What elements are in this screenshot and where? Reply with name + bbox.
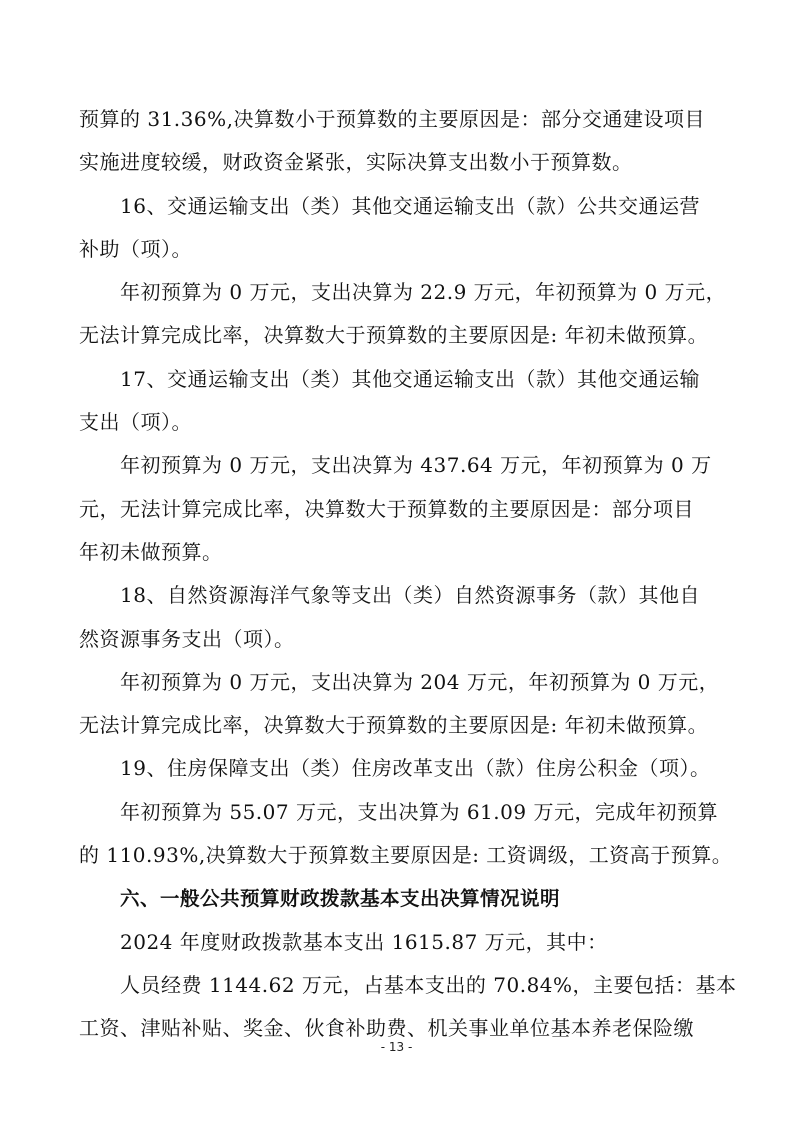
- text-line: 元，无法计算完成比率，决算数大于预算数的主要原因是：部分项目: [79, 496, 694, 521]
- text-line: 2024 年度财政拨款基本支出 1615.87 万元，其中：: [120, 929, 608, 954]
- text-line: 17、交通运输支出（类）其他交通运输支出（款）其他交通运输: [120, 366, 700, 391]
- text-line: 工资、津贴补贴、奖金、伙食补助费、机关事业单位基本养老保险缴: [79, 1016, 694, 1041]
- text-line: 人员经费 1144.62 万元，占基本支出的 70.84%，主要包括：基本: [120, 972, 737, 997]
- text-line: 年初未做预算。: [79, 539, 223, 564]
- text-line: 实施进度较缓，财政资金紧张，实际决算支出数小于预算数。: [79, 150, 633, 175]
- text-line: 年初预算为 0 万元，支出决算为 437.64 万元，年初预算为 0 万: [120, 453, 712, 478]
- text-line: 年初预算为 55.07 万元，支出决算为 61.09 万元，完成年初预算: [120, 799, 718, 824]
- text-line: 无法计算完成比率，决算数大于预算数的主要原因是: 年初未做预算。: [79, 713, 709, 738]
- text-line: 16、交通运输支出（类）其他交通运输支出（款）公共交通运营: [120, 193, 700, 218]
- text-line: 预算的 31.36%,决算数小于预算数的主要原因是：部分交通建设项目: [79, 107, 705, 131]
- text-line: 支出（项）。: [79, 410, 192, 435]
- text-line: 无法计算完成比率，决算数大于预算数的主要原因是: 年初未做预算。: [79, 323, 709, 348]
- text-line: 的 110.93%,决算数大于预算数主要原因是: 工资调级，工资高于预算。: [79, 843, 733, 868]
- text-line: 19、住房保障支出（类）住房改革支出（款）住房公积金（项）。: [120, 756, 711, 781]
- text-line: 补助（项）。: [79, 236, 192, 261]
- body-text: [79, 98, 737, 1051]
- text-line: 18、自然资源海洋气象等支出（类）自然资源事务（款）其他自: [120, 583, 700, 608]
- text-line: 然资源事务支出（项）。: [79, 626, 295, 651]
- text-line: 年初预算为 0 万元，支出决算为 22.9 万元，年初预算为 0 万元，: [120, 280, 727, 305]
- page-number: - 13 -: [380, 1040, 413, 1054]
- text-line: 年初预算为 0 万元，支出决算为 204 万元，年初预算为 0 万元，: [120, 669, 720, 694]
- section-heading: 六、一般公共预算财政拨款基本支出决算情况说明: [120, 887, 561, 911]
